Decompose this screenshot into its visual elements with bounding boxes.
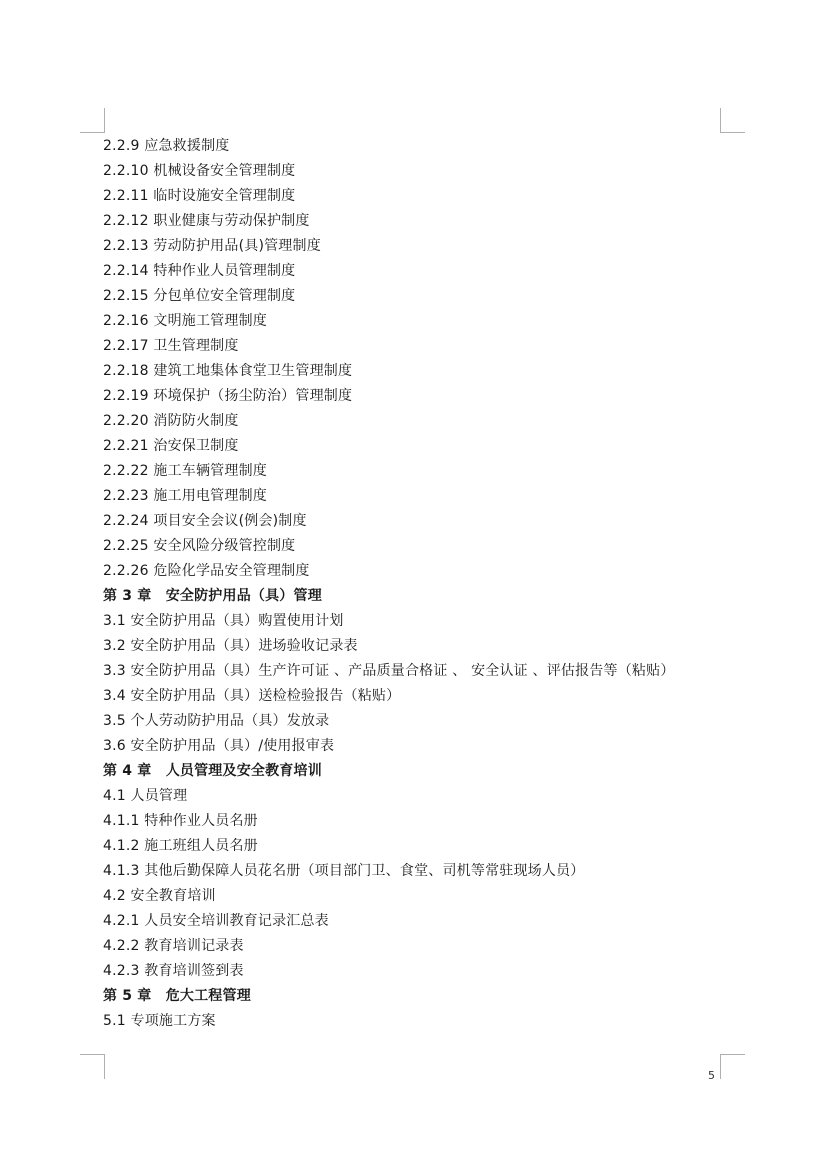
toc-line: 2.2.18 建筑工地集体食堂卫生管理制度: [103, 363, 353, 379]
page-number: 5: [708, 1069, 715, 1082]
corner-mark-top-right: [720, 108, 745, 133]
toc-line: 2.2.22 施工车辆管理制度: [103, 463, 267, 479]
corner-mark-bottom-left: [80, 1054, 105, 1079]
toc-line: 2.2.20 消防防火制度: [103, 413, 239, 429]
table-of-contents: [103, 134, 723, 1034]
chapter-heading: 第 3 章 安全防护用品（具）管理: [103, 588, 322, 604]
toc-line: 4.2.2 教育培训记录表: [103, 938, 244, 954]
toc-line: 4.1 人员管理: [103, 788, 188, 804]
toc-line: 4.2.1 人员安全培训教育记录汇总表: [103, 913, 329, 929]
toc-line: 3.1 安全防护用品（具）购置使用计划: [103, 613, 344, 629]
toc-line: 3.2 安全防护用品（具）进场验收记录表: [103, 638, 358, 654]
toc-line: 3.6 安全防护用品（具）/使用报审表: [103, 738, 335, 754]
toc-line: 4.1.3 其他后勤保障人员花名册（项目部门卫、食堂、司机等常驻现场人员）: [103, 863, 585, 879]
toc-line: 2.2.17 卫生管理制度: [103, 338, 239, 354]
toc-line: 3.4 安全防护用品（具）送检检验报告（粘贴）: [103, 688, 401, 704]
toc-line: 4.1.2 施工班组人员名册: [103, 838, 258, 854]
toc-line: 2.2.13 劳动防护用品(具)管理制度: [103, 238, 321, 254]
toc-line: 3.3 安全防护用品（具）生产许可证 、产品质量合格证 、 安全认证 、评估报告等（粘贴）: [103, 663, 675, 679]
chapter-heading: 第 4 章 人员管理及安全教育培训: [103, 763, 322, 779]
toc-line: 2.2.24 项目安全会议(例会)制度: [103, 513, 307, 529]
toc-line: 4.2 安全教育培训: [103, 888, 216, 904]
toc-line: 2.2.21 治安保卫制度: [103, 438, 239, 454]
chapter-heading: 第 5 章 危大工程管理: [103, 988, 251, 1004]
toc-line: 2.2.16 文明施工管理制度: [103, 313, 267, 329]
toc-line: 4.1.1 特种作业人员名册: [103, 813, 258, 829]
toc-line: 3.5 个人劳动防护用品（具）发放录: [103, 713, 330, 729]
toc-line: 2.2.14 特种作业人员管理制度: [103, 263, 296, 279]
toc-line: 2.2.10 机械设备安全管理制度: [103, 163, 296, 179]
toc-line: 2.2.19 环境保护（扬尘防治）管理制度: [103, 388, 353, 404]
toc-line: 2.2.26 危险化学品安全管理制度: [103, 563, 310, 579]
toc-line: 2.2.11 临时设施安全管理制度: [103, 188, 296, 204]
toc-line: 2.2.9 应急救援制度: [103, 138, 230, 154]
corner-mark-top-left: [80, 108, 105, 133]
toc-line: 4.2.3 教育培训签到表: [103, 963, 244, 979]
toc-line: 2.2.15 分包单位安全管理制度: [103, 288, 296, 304]
toc-line: 2.2.25 安全风险分级管控制度: [103, 538, 296, 554]
toc-line: 2.2.23 施工用电管理制度: [103, 488, 267, 504]
corner-mark-bottom-right: [720, 1054, 745, 1079]
toc-line: 2.2.12 职业健康与劳动保护制度: [103, 213, 310, 229]
toc-line: 5.1 专项施工方案: [103, 1013, 216, 1029]
